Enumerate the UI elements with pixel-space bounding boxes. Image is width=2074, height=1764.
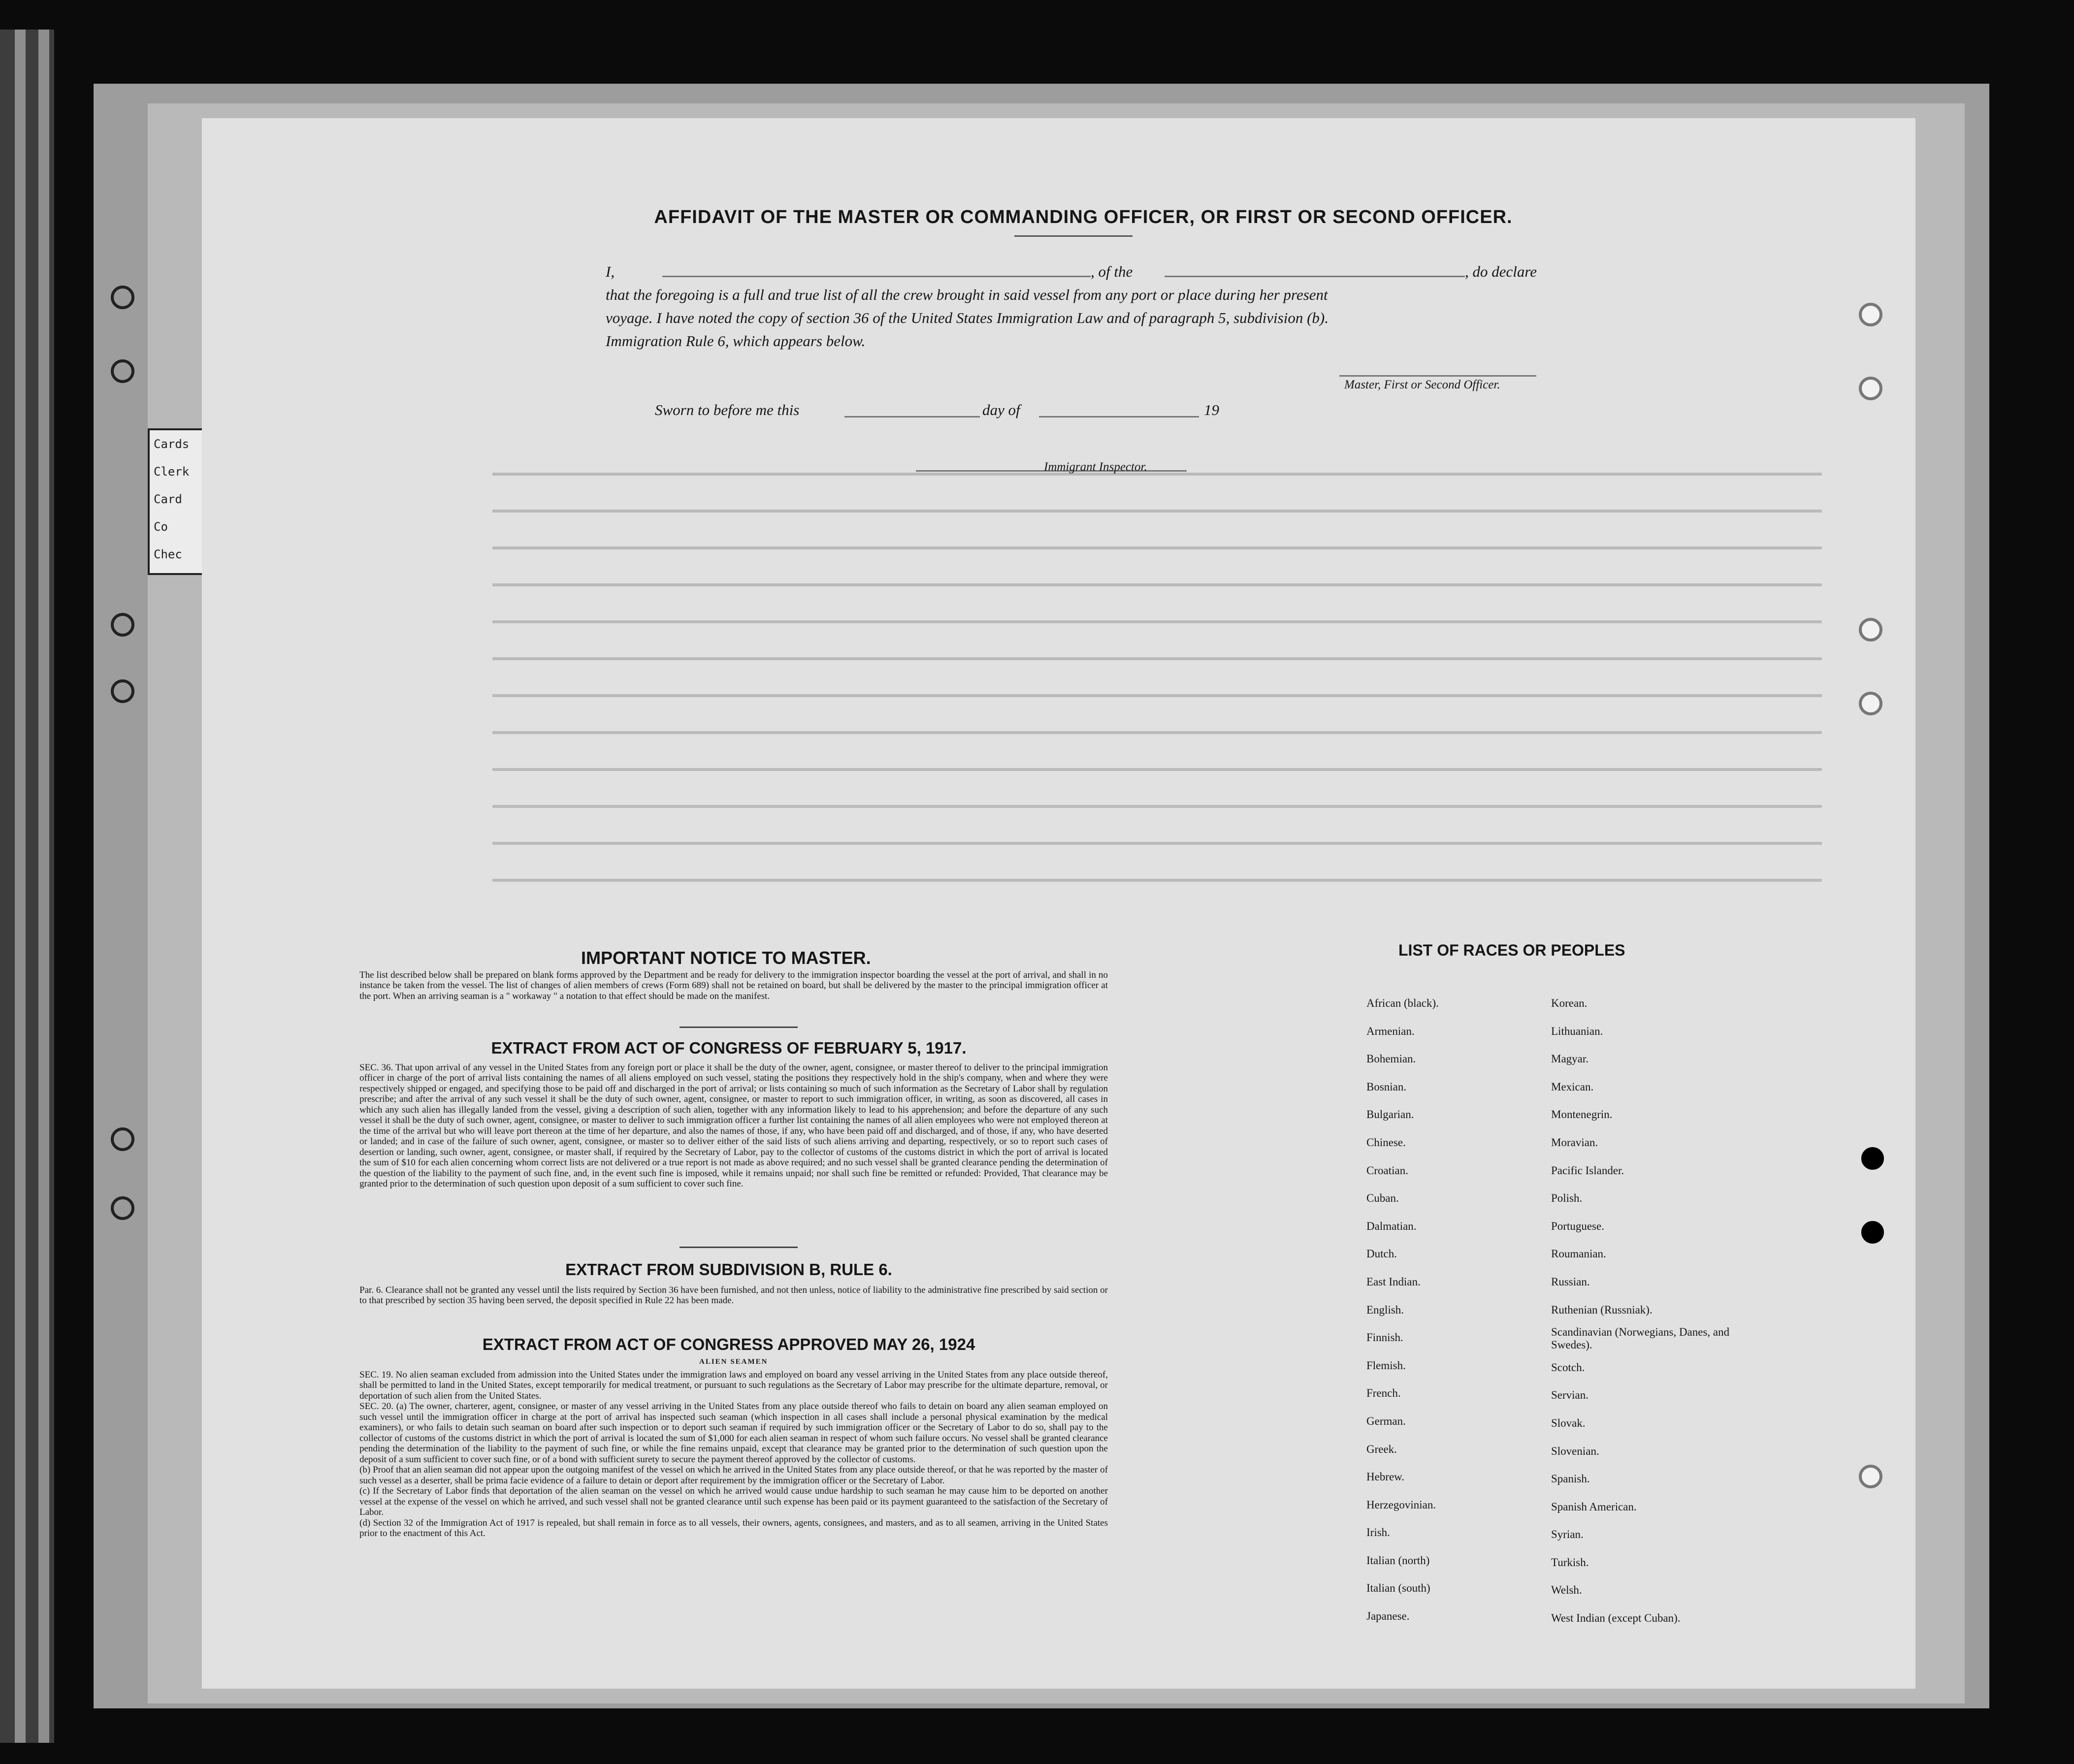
race-item: African (black). (1366, 997, 1439, 1009)
race-item: Pacific Islander. (1551, 1164, 1624, 1177)
race-item: Bosnian. (1366, 1080, 1407, 1093)
extract-1917-heading: EXTRACT FROM ACT OF CONGRESS OF FEBRUARY 5, 1917. (491, 1039, 967, 1057)
ghost-line (492, 546, 1822, 549)
punch-hole (111, 1127, 134, 1151)
race-item: Spanish American. (1551, 1500, 1637, 1513)
sec-20a-text: SEC. 20. (a) The owner, charterer, agent, consignee, or master of any vessel arriving in the United States from any place outside thereof who fails to detain on board any alien seaman employed on such vessel until the immigration officer in charge at the port of arrival has inspected such seaman (which inspection in all cases shall include a personal physical examination by the medical examiners), or who fails to detain such seaman on board after such inspection or to deport such seaman if required by such immigration officer or the Secretary of Labor to do so, shall pay to the collector of customs of the customs district in which the port of arrival is located the sum of $1,000 for each alien seaman in respect of whom such failure occurs. No vessel shall be granted clearance pending the determination of the liability to the payment of such fine, or while the fine remains unpaid, except that clearance may be granted prior to the determination of such question upon the deposit of a sum sufficient to cover such fine, or of a bond with sufficient surety to secure the payment thereof approved by the collector of customs. (359, 1401, 1108, 1465)
races-right-column (1551, 990, 1738, 1633)
race-item: Scandinavian (Norwegians, Danes, and Swedes). (1551, 1326, 1730, 1351)
notice-heading: IMPORTANT NOTICE TO MASTER. (581, 948, 871, 968)
sec-20b-text: (b) Proof that an alien seaman did not appear upon the outgoing manifest of the vessel on which he arrived in the United States from any place outside thereof, or that he was reported by the master of such vessel as a deserter, shall be prima facie evidence of a failure to detain or deport after requirement by the immigration officer or the Secretary of Labor. (359, 1465, 1108, 1486)
ghost-line (492, 879, 1822, 882)
race-item: Slovenian. (1551, 1444, 1599, 1457)
race-item: Dalmatian. (1366, 1219, 1417, 1232)
punch-hole (1861, 1147, 1884, 1170)
race-item: Croatian. (1366, 1164, 1408, 1177)
extract-1917-text: SEC. 36. That upon arrival of any vessel in the United States from any foreign port or place it shall be the duty of the owner, agent, consignee, or master thereof to deliver to the principal immigration officer in charge of the port of arrival lists containing the names of all aliens employed on such vessel, stating the positions they respectively hold in the ship's company, when and where they were respectively shipped or engaged, and specifying those to be paid off and discharged in the port of arrival; or lists containing so much of such information as the Secretary of Labor shall by regulation prescribe; and after the arrival of any such vessel it shall be the duty of such owner, agent, consignee, or master to report to such immigration officer, in writing, as soon as discovered, all cases in which any such alien has illegally landed from the vessel, giving a description of such alien, together with any information likely to lead to his apprehension; and before the departure of any such vessel it shall be the duty of such owner, agent, consignee, or master to deliver to such immigration officer a further list containing the names of all alien employees who were not employed thereon at the time of the arrival but who will leave port thereon at the time of her departure, and also the names of those, if any, who have been paid off and discharged, and of those, if any, who have deserted or landed; and in case of the failure of such owner, agent, consignee, or master so to deliver either of the said lists of such aliens arriving and departing, respectively, or so to report such cases of desertion or landing, such owner, agent, consignee, or master shall, if required by the Secretary of Labor, pay to the collector of customs of the customs district in which the port of arrival is located the sum of $10 for each alien concerning whom correct lists are not delivered or a true report is not made as above required; and no such vessel shall be granted clearance pending the determination of the question of the liability to the payment of such fine, and, in the event such fine is imposed, while it remains unpaid; nor shall such fine be remitted or refunded: Provided, That clearance may be granted prior to the determination of such question upon deposit of a sum sufficient to cover such fine. (359, 1062, 1108, 1189)
ghost-line (492, 657, 1822, 660)
sworn-day: day of (982, 401, 1020, 418)
section-rule (680, 1026, 798, 1028)
punch-hole (111, 679, 134, 703)
race-item: English. (1366, 1303, 1404, 1316)
race-item: Magyar. (1551, 1053, 1589, 1065)
affidavit-title: AFFIDAVIT OF THE MASTER OR COMMANDING OFFICER, OR FIRST OR SECOND OFFICER. (654, 207, 1513, 227)
punch-hole (1859, 303, 1882, 326)
race-item: Hebrew. (1366, 1471, 1405, 1483)
race-item: Spanish. (1551, 1473, 1590, 1485)
alien-seamen-subheading: ALIEN SEAMEN (699, 1358, 768, 1366)
race-item: Armenian. (1366, 1025, 1415, 1037)
ghost-line (492, 842, 1822, 845)
ghost-line (492, 473, 1822, 476)
signature-blank[interactable] (1339, 375, 1536, 377)
race-item: Syrian. (1551, 1528, 1584, 1541)
binder-edge (0, 30, 54, 1743)
race-item: Mexican. (1551, 1080, 1594, 1093)
race-item: West Indian (except Cuban). (1551, 1612, 1681, 1625)
section-rule (680, 1247, 798, 1248)
ghost-line (492, 694, 1822, 697)
race-item: Bulgarian. (1366, 1108, 1414, 1121)
month-blank[interactable] (1039, 416, 1199, 417)
stamp-line: Clerk (154, 465, 190, 479)
sec-20c-text: (c) If the Secretary of Labor finds that deportation of the alien seaman on the vessel on which he arrived would cause undue hardship to such seaman he may cause him to be deported on another vessel at the expense of the vessel on which he arrived, and such vessel shall not be granted clearance until such expense has been paid or its payment guaranteed to the satisfaction of the Secretary of Labor. (359, 1486, 1108, 1518)
punch-hole (111, 359, 134, 383)
race-item: Portuguese. (1551, 1219, 1604, 1232)
race-item: Slovak. (1551, 1416, 1586, 1429)
declaration-text: voyage. I have noted the copy of section 36 of the United States Immigration Law and of paragraph 5, subdivision (b). (606, 309, 1329, 326)
sec-19-text: SEC. 19. No alien seaman excluded from admission into the United States under the immigration laws and employed on board any vessel arriving in the United States from any place outside thereof, shall be permitted to land in the United States, except temporarily for medical treatment, or pursuant to such regulations as the Secretary of Labor may prescribe for the ultimate departure, removal, or deportation of such alien from the United States. (359, 1370, 1108, 1401)
stamp-line: Card (154, 492, 182, 506)
punch-hole (1861, 1221, 1884, 1244)
bleed-through (492, 463, 1871, 955)
races-left-column (1366, 990, 1439, 1631)
binder-band (15, 30, 26, 1743)
race-item: Russian. (1551, 1275, 1590, 1288)
punch-hole (111, 1196, 134, 1220)
ghost-line (492, 805, 1822, 808)
race-item: Lithuanian. (1551, 1025, 1603, 1037)
race-item: Montenegrin. (1551, 1108, 1613, 1121)
race-item: Italian (north) (1366, 1554, 1430, 1567)
ghost-line (492, 510, 1822, 513)
race-item: Japanese. (1366, 1610, 1410, 1623)
punch-hole (1859, 377, 1882, 400)
race-item: Polish. (1551, 1192, 1583, 1205)
day-blank[interactable] (844, 416, 980, 417)
ghost-line (492, 583, 1822, 586)
ghost-line (492, 768, 1822, 771)
race-item: Italian (south) (1366, 1582, 1430, 1595)
race-item: Herzegovinian. (1366, 1498, 1436, 1511)
declaration-line (606, 261, 1561, 283)
race-item: Welsh. (1551, 1584, 1582, 1597)
declare-suffix: , do declare (1465, 263, 1537, 280)
margin-stamp (148, 428, 210, 575)
declaration-text: Immigration Rule 6, which appears below. (606, 332, 866, 350)
race-item: Moravian. (1551, 1136, 1598, 1149)
race-item: Servian. (1551, 1389, 1589, 1402)
inspector-caption: Immigrant Inspector. (1044, 460, 1147, 474)
extract-1924-body (359, 1370, 1108, 1539)
title-rule (1014, 235, 1133, 237)
punch-hole (1859, 1465, 1882, 1488)
ghost-line (492, 731, 1822, 734)
name-blank[interactable] (662, 276, 1091, 277)
stamp-line: Chec (154, 547, 182, 561)
stamp-line: Cards (154, 437, 190, 451)
sec-20d-text: (d) Section 32 of the Immigration Act of 1917 is repealed, but shall remain in force as to all vessels, their owners, agents, consignees, and masters, and as to all seamen, arriving in the United States prior to the enactment of this Act. (359, 1517, 1108, 1539)
signature-caption: Master, First or Second Officer. (1344, 378, 1500, 391)
race-item: East Indian. (1366, 1275, 1421, 1288)
race-item: Finnish. (1366, 1331, 1403, 1344)
sworn-prefix: Sworn to before me this (655, 401, 800, 418)
race-item: Chinese. (1366, 1136, 1406, 1149)
extract-1924-heading: EXTRACT FROM ACT OF CONGRESS APPROVED MAY 26, 1924 (482, 1335, 975, 1353)
declaration-text: that the foregoing is a full and true list of all the crew brought in said vessel from any port or place during her present (606, 286, 1328, 303)
race-item: Greek. (1366, 1443, 1397, 1455)
punch-hole (111, 286, 134, 309)
vessel-prefix: , of the (1091, 263, 1133, 280)
sworn-year: 19 (1204, 401, 1219, 418)
race-item: Roumanian. (1551, 1248, 1606, 1260)
race-item: Dutch. (1366, 1248, 1397, 1260)
race-item: Cuban. (1366, 1192, 1399, 1205)
punch-hole (111, 613, 134, 637)
notice-text: The list described below shall be prepared on blank forms approved by the Department and be ready for delivery to the immigration inspector boarding the vessel at the port of arrival, and shall in no instance be taken from the vessel. The list of changes of alien members of crews (Form 689) shall not be retained on board, but shall be delivered by the master to the principal immigration officer at the port. When an arriving seaman is a " workaway " a notation to that effect should be made on the manifest. (359, 970, 1108, 1001)
race-item: Bohemian. (1366, 1053, 1416, 1065)
rule6-heading: EXTRACT FROM SUBDIVISION B, RULE 6. (565, 1260, 892, 1279)
race-item: Ruthenian (Russniak). (1551, 1303, 1653, 1316)
race-item: German. (1366, 1414, 1406, 1427)
binder-band (38, 30, 49, 1743)
ghost-line (492, 620, 1822, 623)
stamp-line: Co (154, 520, 168, 534)
rule6-text: Par. 6. Clearance shall not be granted any vessel until the lists required by Section 36 have been furnished, and not then unless, notice of liability to the administrative fine prescribed by said section or to that prescribed by section 35 having been served, the deposit specified in Rule 22 has been made. (359, 1285, 1108, 1306)
race-item: Korean. (1551, 997, 1588, 1009)
race-item: Irish. (1366, 1526, 1390, 1539)
races-heading: LIST OF RACES OR PEOPLES (1398, 941, 1625, 959)
race-item: Scotch. (1551, 1361, 1585, 1374)
race-item: Turkish. (1551, 1556, 1589, 1569)
declarant-prefix: I, (606, 263, 615, 280)
vessel-blank[interactable] (1165, 276, 1465, 277)
race-item: Flemish. (1366, 1359, 1406, 1372)
race-item: French. (1366, 1387, 1401, 1400)
